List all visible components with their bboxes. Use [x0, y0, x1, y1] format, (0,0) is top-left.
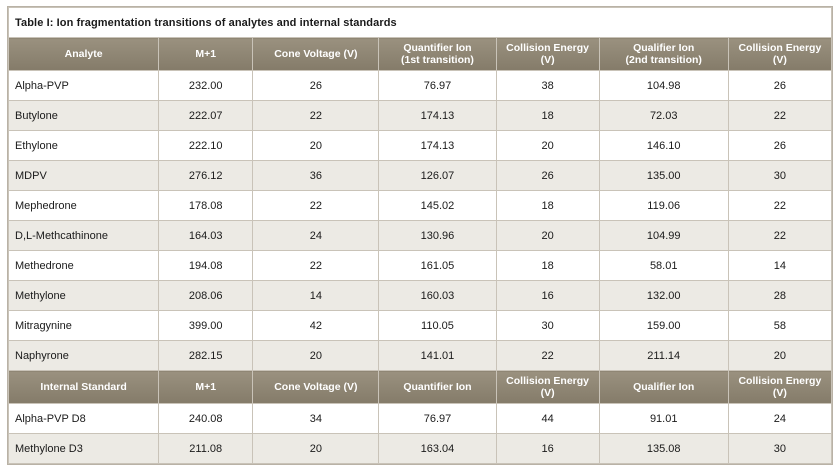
table-row: [9, 101, 832, 131]
cell-collision-energy-1: 44: [496, 404, 599, 434]
cell-quantifier-ion: 174.13: [379, 131, 496, 161]
column-header-qualifier-ion: [599, 38, 728, 71]
cell-collision-energy-1: 18: [496, 251, 599, 281]
table-row: [9, 404, 832, 434]
column-header-collision-energy-3: [496, 371, 599, 404]
column-header-collision-energy-2-line2: (V): [772, 54, 787, 66]
column-header-cone-voltage: [253, 38, 379, 71]
cell-collision-energy-2: 14: [728, 251, 831, 281]
cell-collision-energy-2: 22: [728, 101, 831, 131]
cell-collision-energy-2: 30: [728, 434, 831, 464]
cell-collision-energy-1: 16: [496, 281, 599, 311]
cell-quantifier-ion: 126.07: [379, 161, 496, 191]
cell-quantifier-ion: 130.96: [379, 221, 496, 251]
cell-collision-energy-2: 28: [728, 281, 831, 311]
cell-qualifier-ion: 72.03: [599, 101, 728, 131]
column-header-cone-voltage-2-line1: Cone Voltage (V): [274, 380, 358, 393]
column-header-mplus1: [159, 38, 253, 71]
column-header-collision-energy-3-line1: Collision Energy: [506, 374, 590, 387]
table-row: [9, 221, 832, 251]
column-header-collision-energy-1-line2: (V): [540, 54, 555, 66]
cell-analyte: Alpha-PVP: [9, 71, 159, 101]
column-header-collision-energy-1-line1: Collision Energy: [506, 41, 590, 54]
cell-analyte: Mephedrone: [9, 191, 159, 221]
cell-qualifier-ion: 91.01: [599, 404, 728, 434]
cell-quantifier-ion: 174.13: [379, 101, 496, 131]
column-header-mplus1-2: [159, 371, 253, 404]
table-row: [9, 341, 832, 371]
column-header-cone-voltage-2: [253, 371, 379, 404]
cell-collision-energy-1: 18: [496, 101, 599, 131]
table-row: [9, 434, 832, 464]
cell-mplus1: 178.08: [159, 191, 253, 221]
cell-collision-energy-1: 18: [496, 191, 599, 221]
cell-mplus1: 276.12: [159, 161, 253, 191]
cell-quantifier-ion: 161.05: [379, 251, 496, 281]
column-header-qualifier-ion-line2: (2nd transition): [625, 54, 702, 66]
table-row: [9, 311, 832, 341]
cell-cone-voltage: 36: [253, 161, 379, 191]
cell-quantifier-ion: 160.03: [379, 281, 496, 311]
table: [8, 7, 832, 464]
column-header-collision-energy-4: [728, 371, 831, 404]
cell-analyte: Methedrone: [9, 251, 159, 281]
table-header-row-internal-standards: [9, 371, 832, 404]
column-header-mplus1-2-line1: M+1: [195, 380, 217, 393]
cell-mplus1: 240.08: [159, 404, 253, 434]
column-header-collision-energy-4-line1: Collision Energy: [738, 374, 822, 387]
cell-mplus1: 232.00: [159, 71, 253, 101]
cell-collision-energy-2: 26: [728, 71, 831, 101]
cell-qualifier-ion: 132.00: [599, 281, 728, 311]
cell-analyte: Butylone: [9, 101, 159, 131]
cell-quantifier-ion: 76.97: [379, 71, 496, 101]
cell-mplus1: 208.06: [159, 281, 253, 311]
cell-cone-voltage: 20: [253, 341, 379, 371]
cell-collision-energy-1: 26: [496, 161, 599, 191]
cell-cone-voltage: 34: [253, 404, 379, 434]
cell-internal-standard: Methylone D3: [9, 434, 159, 464]
column-header-quantifier-ion-line1: Quantifier Ion: [403, 41, 472, 54]
cell-collision-energy-1: 22: [496, 341, 599, 371]
cell-analyte: Naphyrone: [9, 341, 159, 371]
table-title-row: [9, 8, 832, 38]
cell-qualifier-ion: 146.10: [599, 131, 728, 161]
column-header-internal-standard-line1: Internal Standard: [40, 380, 127, 393]
cell-mplus1: 164.03: [159, 221, 253, 251]
cell-mplus1: 222.10: [159, 131, 253, 161]
cell-quantifier-ion: 76.97: [379, 404, 496, 434]
cell-cone-voltage: 24: [253, 221, 379, 251]
column-header-quantifier-ion-2-line1: Quantifier Ion: [403, 380, 472, 393]
column-header-quantifier-ion-line2: (1st transition): [401, 54, 474, 66]
cell-mplus1: 399.00: [159, 311, 253, 341]
column-header-collision-energy-4-line2: (V): [772, 387, 787, 399]
column-header-collision-energy-1: [496, 38, 599, 71]
table-row: [9, 251, 832, 281]
cell-collision-energy-2: 20: [728, 341, 831, 371]
cell-qualifier-ion: 135.08: [599, 434, 728, 464]
cell-cone-voltage: 14: [253, 281, 379, 311]
cell-collision-energy-2: 22: [728, 221, 831, 251]
cell-collision-energy-2: 24: [728, 404, 831, 434]
cell-collision-energy-2: 22: [728, 191, 831, 221]
table-title: Table I: Ion fragmentation transitions of analytes and internal standards: [9, 8, 832, 38]
cell-qualifier-ion: 104.99: [599, 221, 728, 251]
cell-qualifier-ion: 159.00: [599, 311, 728, 341]
cell-qualifier-ion: 119.06: [599, 191, 728, 221]
cell-mplus1: 211.08: [159, 434, 253, 464]
cell-cone-voltage: 22: [253, 101, 379, 131]
cell-cone-voltage: 42: [253, 311, 379, 341]
cell-analyte: D,L-Methcathinone: [9, 221, 159, 251]
cell-analyte: Methylone: [9, 281, 159, 311]
table-row: [9, 191, 832, 221]
column-header-collision-energy-3-line2: (V): [540, 387, 555, 399]
cell-qualifier-ion: 104.98: [599, 71, 728, 101]
column-header-analyte-line1: Analyte: [64, 47, 103, 60]
ion-fragmentation-table: [7, 6, 833, 465]
table-row: [9, 71, 832, 101]
table-header-row-analytes: [9, 38, 832, 71]
cell-mplus1: 222.07: [159, 101, 253, 131]
column-header-internal-standard: [9, 371, 159, 404]
cell-analyte: Ethylone: [9, 131, 159, 161]
cell-qualifier-ion: 135.00: [599, 161, 728, 191]
column-header-quantifier-ion: [379, 38, 496, 71]
cell-analyte: Mitragynine: [9, 311, 159, 341]
cell-collision-energy-2: 26: [728, 131, 831, 161]
cell-collision-energy-2: 30: [728, 161, 831, 191]
cell-quantifier-ion: 145.02: [379, 191, 496, 221]
cell-cone-voltage: 22: [253, 251, 379, 281]
cell-quantifier-ion: 141.01: [379, 341, 496, 371]
table-row: [9, 161, 832, 191]
cell-collision-energy-1: 16: [496, 434, 599, 464]
cell-qualifier-ion: 58.01: [599, 251, 728, 281]
cell-cone-voltage: 20: [253, 434, 379, 464]
column-header-qualifier-ion-2: [599, 371, 728, 404]
cell-mplus1: 282.15: [159, 341, 253, 371]
cell-mplus1: 194.08: [159, 251, 253, 281]
column-header-collision-energy-2-line1: Collision Energy: [738, 41, 822, 54]
column-header-qualifier-ion-2-line1: Qualifier Ion: [633, 380, 695, 393]
cell-analyte: MDPV: [9, 161, 159, 191]
cell-cone-voltage: 22: [253, 191, 379, 221]
cell-collision-energy-1: 20: [496, 221, 599, 251]
cell-qualifier-ion: 211.14: [599, 341, 728, 371]
column-header-analyte: [9, 38, 159, 71]
cell-collision-energy-1: 38: [496, 71, 599, 101]
column-header-quantifier-ion-2: [379, 371, 496, 404]
table-row: [9, 281, 832, 311]
column-header-mplus1-line1: M+1: [195, 47, 217, 60]
cell-collision-energy-2: 58: [728, 311, 831, 341]
cell-internal-standard: Alpha-PVP D8: [9, 404, 159, 434]
cell-cone-voltage: 26: [253, 71, 379, 101]
cell-quantifier-ion: 110.05: [379, 311, 496, 341]
cell-collision-energy-1: 30: [496, 311, 599, 341]
table-row: [9, 131, 832, 161]
column-header-collision-energy-2: [728, 38, 831, 71]
cell-quantifier-ion: 163.04: [379, 434, 496, 464]
cell-cone-voltage: 20: [253, 131, 379, 161]
column-header-cone-voltage-line1: Cone Voltage (V): [274, 47, 358, 60]
cell-collision-energy-1: 20: [496, 131, 599, 161]
column-header-qualifier-ion-line1: Qualifier Ion: [633, 41, 695, 54]
